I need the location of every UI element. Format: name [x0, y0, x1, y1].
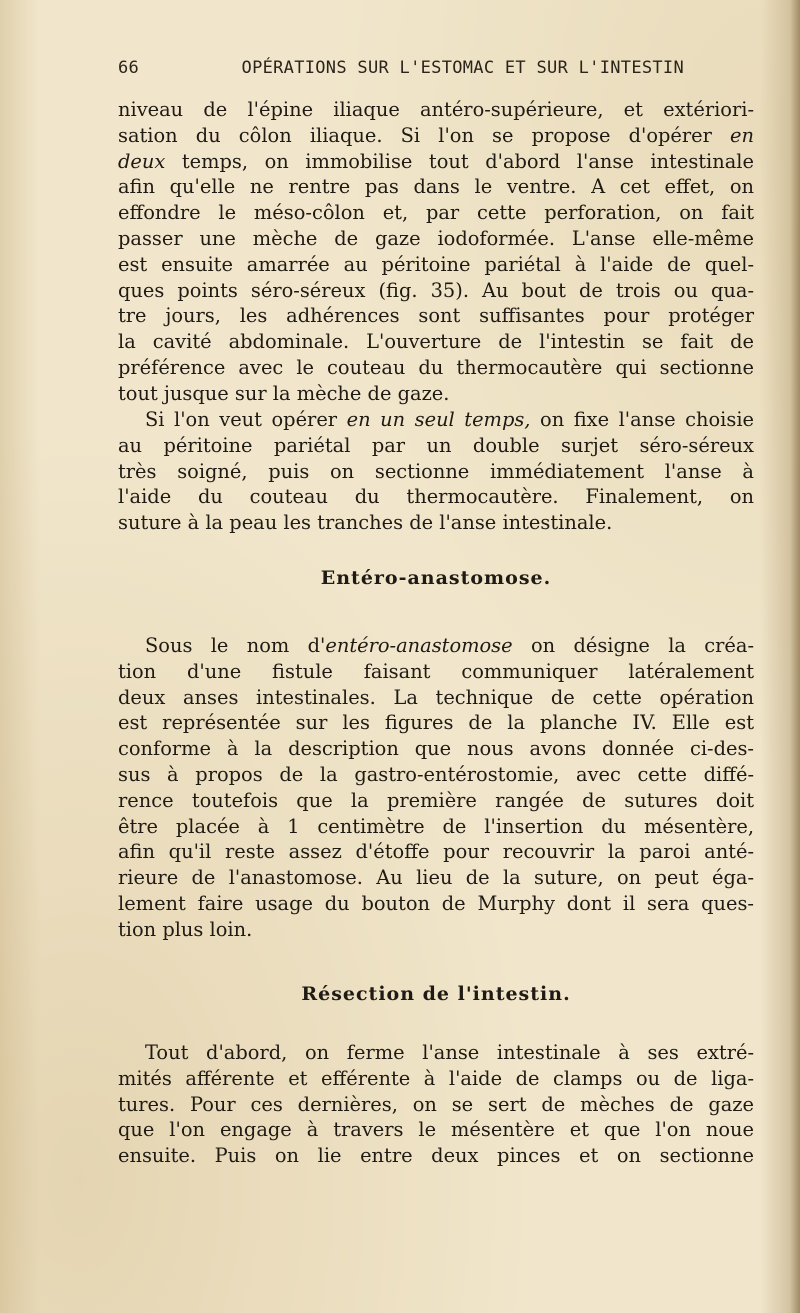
text-line [118, 123, 754, 149]
text-line: préférence avec le couteau du thermocautère qui sectionne [118, 355, 754, 379]
text-line: est ensuite amarrée au péritoine pariétal à l'aide de quel- [118, 252, 754, 276]
text-line: passer une mèche de gaze iodoformée. L'anse elle-même [118, 226, 754, 250]
text-span: Sous le nom d' [145, 634, 326, 657]
running-title: OPÉRATIONS SUR L'ESTOMAC ET SUR L'INTESTIN [241, 58, 684, 78]
text-line: suture à la peau les tranches de l'anse intestinale. [118, 511, 613, 535]
text-line: au péritoine pariétal par un double surjet séro-séreux [118, 433, 754, 457]
text-span: temps, on immobilise tout d'abord l'anse intestinale [181, 149, 754, 173]
page-number: 66 [118, 58, 140, 78]
text-line: tion d'une fistule faisant communiquer latéralement [118, 659, 754, 683]
paragraph-un-seul-temps [118, 407, 754, 536]
text-line: tout jusque sur la mèche de gaze. [118, 381, 450, 405]
paragraph-resection [118, 1040, 754, 1169]
paragraph-extériorisation [118, 97, 754, 407]
text-line: afin qu'il reste assez d'étoffe pour recouvrir la paroi anté- [118, 840, 754, 864]
text-line [118, 407, 754, 433]
text-span: sation du côlon iliaque. Si l'on se propose d'opérer [118, 123, 712, 147]
text-line: mités afférente et efférente à l'aide de clamps ou de liga- [118, 1066, 754, 1090]
text-line: afin qu'elle ne rentre pas dans le ventre. A cet effet, on [118, 175, 754, 199]
section-heading-entero-anastomose: Entéro-anastomose. [320, 567, 552, 589]
italic-text: en un seul temps, [346, 408, 531, 431]
page-spine-shadow [790, 0, 800, 1313]
text-line: est représentée sur les figures de la planche IV. Elle est [118, 711, 754, 735]
text-line: tures. Pour ces dernières, on se sert de mèches de gaze [118, 1092, 754, 1116]
text-line: tion plus loin. [118, 917, 253, 941]
text-line: sus à propos de la gastro-entérostomie, avec cette diffé- [118, 762, 754, 786]
text-line: rieure de l'anastomose. Au lieu de la suture, on peut éga- [118, 866, 754, 890]
italic-text: entéro-anastomose [325, 634, 513, 657]
italic-text: deux [118, 149, 166, 173]
text-line: être placée à 1 centimètre de l'insertion du mésentère, [118, 814, 754, 838]
text-line: ques points séro-séreux (fig. 35). Au bout de trois ou qua- [118, 278, 754, 302]
text-line: la cavité abdominale. L'ouverture de l'intestin se fait de [118, 330, 754, 354]
text-span: Si l'on veut opérer [145, 408, 338, 431]
text-line: tre jours, les adhérences sont suffisantes pour protéger [118, 304, 754, 328]
text-line: Tout d'abord, on ferme l'anse intestinale à ses extré- [145, 1041, 754, 1064]
text-line: rence toutefois que la première rangée de sutures doit [118, 788, 754, 812]
text-line [118, 633, 754, 659]
text-span: on fixe l'anse choisie [540, 408, 755, 431]
text-span: on désigne la créa- [530, 634, 754, 657]
text-line: deux anses intestinales. La technique de cette opération [118, 685, 754, 709]
text-line: niveau de l'épine iliaque antéro-supérieure, et extériori- [118, 98, 754, 121]
section-heading-resection: Résection de l'intestin. [301, 983, 571, 1005]
text-line: ensuite. Puis on lie entre deux pinces et on sectionne [118, 1144, 754, 1168]
running-header [118, 58, 684, 78]
italic-text: en [730, 123, 754, 147]
text-line: très soigné, puis on sectionne immédiatement l'anse à [118, 459, 754, 483]
text-line: effondre le méso-côlon et, par cette perforation, on fait [118, 201, 754, 225]
text-line: que l'on engage à travers le mésentère et que l'on noue [118, 1118, 754, 1142]
text-line: lement faire usage du bouton de Murphy dont il sera ques- [118, 891, 754, 915]
text-line: l'aide du couteau du thermocautère. Finalement, on [118, 485, 754, 509]
text-line [118, 149, 754, 175]
text-line: conforme à la description que nous avons donnée ci-des- [118, 737, 754, 761]
paragraph-entero-anastomose [118, 633, 754, 943]
